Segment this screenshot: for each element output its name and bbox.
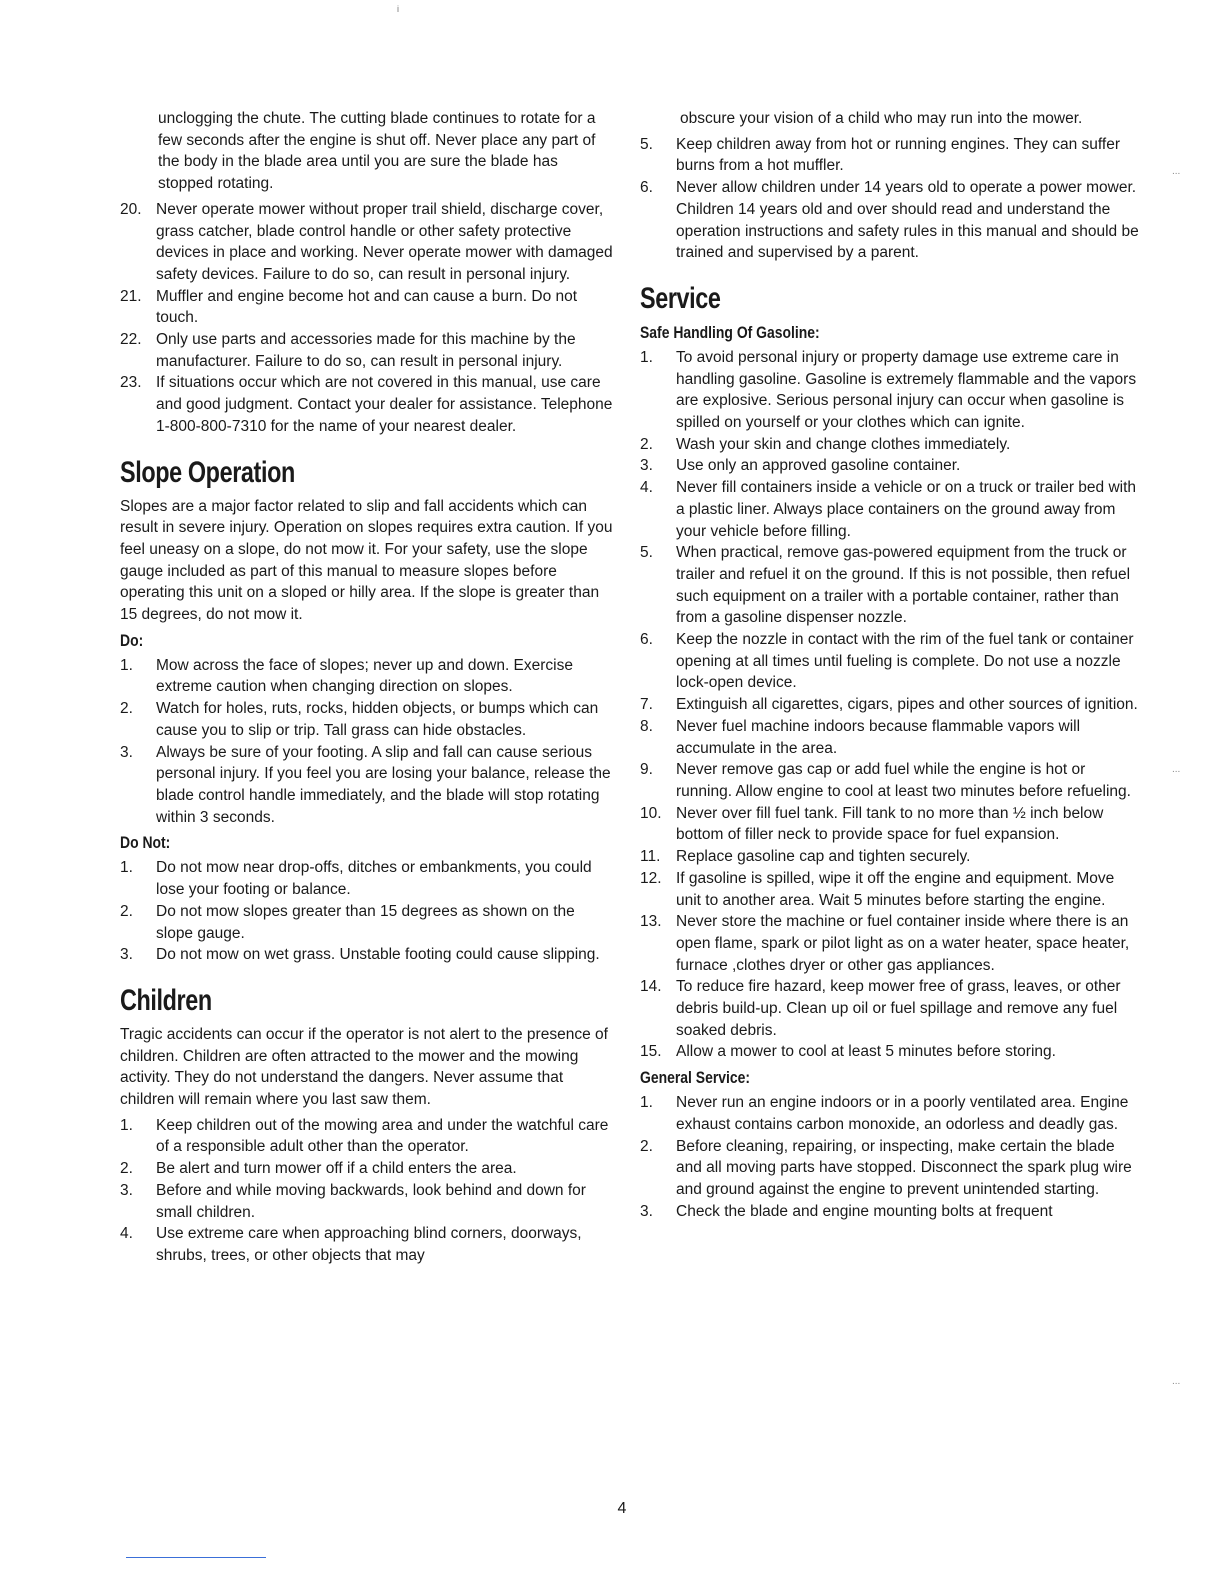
children-list [120, 1115, 616, 1267]
list-item: 12. If gasoline is spilled, wipe it off the engine and equipment. Move unit to another area. Wait 5 minutes before starting the engine. [640, 869, 1115, 909]
children-intro: Tragic accidents can occur if the operator is not alert to the presence of children. Children are often attracted to the mower and the mowing activity. They do not understand the dangers. Never assume that children will remain where you last saw them. [120, 1025, 608, 1109]
list-item: 2. Do not mow slopes greater than 15 degrees as shown on the slope gauge. [120, 902, 575, 942]
section-heading-service: Service [640, 281, 721, 315]
list-item: 4. Use extreme care when approaching blind corners, doorways, shrubs, trees, or other objects that may [120, 1225, 582, 1264]
list-item: 6. Never allow children under 14 years old to operate a power mower. Children 14 years old and over should read and understand the operation instructions and safety rules in this manual and should be trained and supervised by a parent. [640, 179, 1139, 262]
list-item: 7. Extinguish all cigarettes, cigars, pipes and other sources of ignition. [640, 696, 1138, 714]
right-column [640, 108, 1140, 1222]
list-item: 21. Muffler and engine become hot and can cause a burn. Do not touch. [120, 287, 578, 327]
scan-mark: i [397, 4, 399, 14]
list-item: 8. Never fuel machine indoors because flammable vapors will accumulate in the area. [640, 717, 1081, 757]
subheading-general-service: General Service: [640, 1068, 751, 1088]
scan-mark: ... [1172, 166, 1181, 177]
list-item: 2. Before cleaning, repairing, or inspecting, make certain the blade and all moving parts have stopped. Disconnect the spark plug wire and ground against the engine to prevent unintended starting. [640, 1137, 1132, 1198]
list-item: 23. If situations occur which are not covered in this manual, use care and good judgment. Contact your dealer for assistance. Telephone 1-800-800-7310 for the name of your nearest dealer. [120, 374, 613, 435]
list-item: 5. Keep children away from hot or running engines. They can suffer burns from a hot muffler. [640, 135, 1121, 175]
do-list [120, 655, 616, 829]
list-item: 20. Never operate mower without proper trail shield, discharge cover, grass catcher, blade control handle or other safety protective devices in place and working. Never operate mower with damaged safety devices. Failure to do so, can result in personal injury. [120, 200, 613, 283]
do-not-list [120, 857, 616, 966]
page-number: 4 [617, 1500, 627, 1517]
subheading-do-not: Do Not: [120, 833, 171, 853]
safety-rules-list [120, 199, 616, 438]
continued-paragraph: unclogging the chute. The cutting blade continues to rotate for a few seconds after the engine is shut off. Never place any part of the body in the blade area until you are sure the blade has stopped rotating. [158, 110, 596, 193]
list-item: 1. Do not mow near drop-offs, ditches or embankments, you could lose your footing or balance. [120, 859, 592, 899]
list-item: 22. Only use parts and accessories made for this machine by the manufacturer. Failure to do so, can result in personal injury. [120, 331, 576, 370]
scan-mark: ... [1172, 764, 1181, 775]
list-item: 6. Keep the nozzle in contact with the rim of the fuel tank or container opening at all times until fueling is complete. Do not use a nozzle lock-open device. [640, 631, 1134, 692]
children-list-continued [640, 134, 1140, 264]
list-item: 5. When practical, remove gas-powered equipment from the truck or trailer and refuel it on the ground. If this is not possible, then refuel such equipment on a trailer with a portable container, rather than from a gasoline dispenser nozzle. [640, 544, 1131, 627]
list-item: 3. Use only an approved gasoline container. [640, 457, 961, 475]
list-item: 1. Never run an engine indoors or in a poorly ventilated area. Engine exhaust contains carbon monoxide, an odorless and deadly gas. [640, 1094, 1129, 1133]
list-item: 1. To avoid personal injury or property damage use extreme care in handling gasoline. Gasoline is extremely flammable and the vapors are explosive. Serious personal injury can occur when gasoline is spilled on yourself or your clothes which can ignite. [640, 348, 1137, 432]
list-item: 1. Keep children out of the mowing area and under the watchful care of a responsible adult other than the operator. [120, 1116, 609, 1156]
list-item: 3. Always be sure of your footing. A slip and fall can cause serious personal injury. If you feel you are losing your balance, release the blade control handle immediately, and the blade will stop rotating within 3 seconds. [120, 743, 611, 826]
list-item: 1. Mow across the face of slopes; never up and down. Exercise extreme caution when changing direction on slopes. [120, 656, 573, 696]
list-item: 3. Before and while moving backwards, look behind and down for small children. [120, 1181, 586, 1221]
list-item: 2. Be alert and turn mower off if a child enters the area. [120, 1160, 517, 1178]
list-item: 11. Replace gasoline cap and tighten securely. [640, 848, 971, 866]
general-service-list [640, 1092, 1140, 1222]
subheading-safe-handling-gasoline: Safe Handling Of Gasoline: [640, 322, 820, 342]
section-heading-slope-operation: Slope Operation [120, 455, 295, 489]
list-item: 13. Never store the machine or fuel container inside where there is an open flame, spark or pilot light as on a water heater, space heater, furnace ,clothes dryer or other gas appliances. [640, 913, 1130, 974]
list-item: 2. Watch for holes, ruts, rocks, hidden objects, or bumps which can cause you to slip or trip. Tall grass can hide obstacles. [120, 700, 599, 739]
list-item: 4. Never fill containers inside a vehicle or on a truck or trailer bed with a plastic liner. Always place containers on the ground away from your vehicle before filling. [640, 479, 1137, 540]
gasoline-list [640, 347, 1140, 1063]
list-item: 10. Never over fill fuel tank. Fill tank to no more than ½ inch below bottom of filler neck to provide space for fuel expansion. [640, 804, 1104, 844]
left-column [120, 108, 616, 1267]
section-heading-children: Children [120, 983, 212, 1017]
continued-paragraph: obscure your vision of a child who may run into the mower. [680, 110, 1083, 127]
list-item: 14. To reduce fire hazard, keep mower free of grass, leaves, or other debris build-up. Clean up oil or fuel spillage and remove any fuel soaked debris. [640, 978, 1121, 1039]
slope-intro: Slopes are a major factor related to slip and fall accidents which can result in severe injury. Operation on slopes requires extra caution. If you feel uneasy on a slope, do not mow it. For your safety, use the slope gauge included as part of this manual to measure slopes before operating this unit on a sloped or hilly area. If the slope is greater than 15 degrees, do not mow it. [120, 497, 613, 624]
list-item: 9. Never remove gas cap or add fuel while the engine is hot or running. Allow engine to cool at least two minutes before refueling. [640, 761, 1131, 800]
list-item: 15. Allow a mower to cool at least 5 minutes before storing. [640, 1043, 1056, 1061]
subheading-do: Do: [120, 630, 144, 650]
list-item: 2. Wash your skin and change clothes immediately. [640, 435, 1011, 453]
scan-mark: ... [1172, 1376, 1181, 1387]
footer-rule [126, 1557, 266, 1558]
list-item: 3. Check the blade and engine mounting bolts at frequent [640, 1202, 1053, 1220]
list-item: 3. Do not mow on wet grass. Unstable footing could cause slipping. [120, 946, 600, 964]
